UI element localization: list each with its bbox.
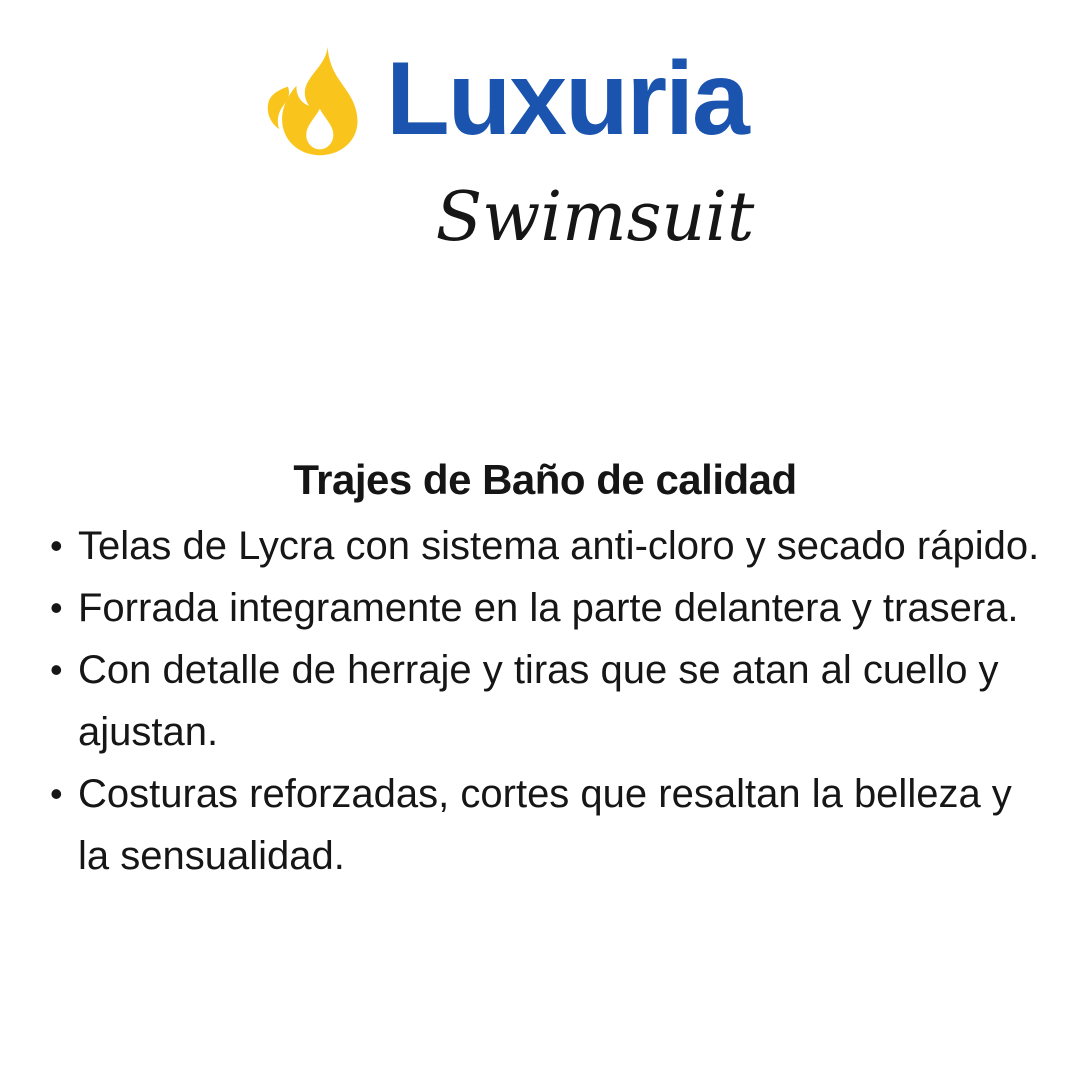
bullet-marker: •	[50, 586, 63, 628]
brand-tagline: Swimsuit	[435, 178, 755, 257]
feature-list	[50, 515, 1040, 887]
brand-logo	[0, 41, 1042, 161]
bullet-marker: •	[50, 648, 63, 690]
flame-icon	[256, 45, 372, 161]
list-item-text: Forrada integramente en la parte delantera y trasera.	[78, 585, 1019, 630]
list-item	[50, 577, 1040, 639]
bullet-marker: •	[50, 524, 63, 566]
list-item	[50, 763, 1040, 887]
list-item-text: Con detalle de herraje y tiras que se atan al cuello y ajustan.	[78, 647, 999, 754]
list-item	[50, 639, 1040, 763]
product-description	[0, 455, 1080, 887]
section-heading: Trajes de Baño de calidad	[293, 455, 797, 503]
list-item	[50, 515, 1040, 577]
bullet-marker: •	[50, 772, 63, 814]
brand-name: Luxuria	[386, 41, 748, 157]
list-item-text: Telas de Lycra con sistema anti-cloro y secado rápido.	[78, 523, 1040, 568]
list-item-text: Costuras reforzadas, cortes que resaltan la belleza y la sensualidad.	[78, 771, 1012, 878]
